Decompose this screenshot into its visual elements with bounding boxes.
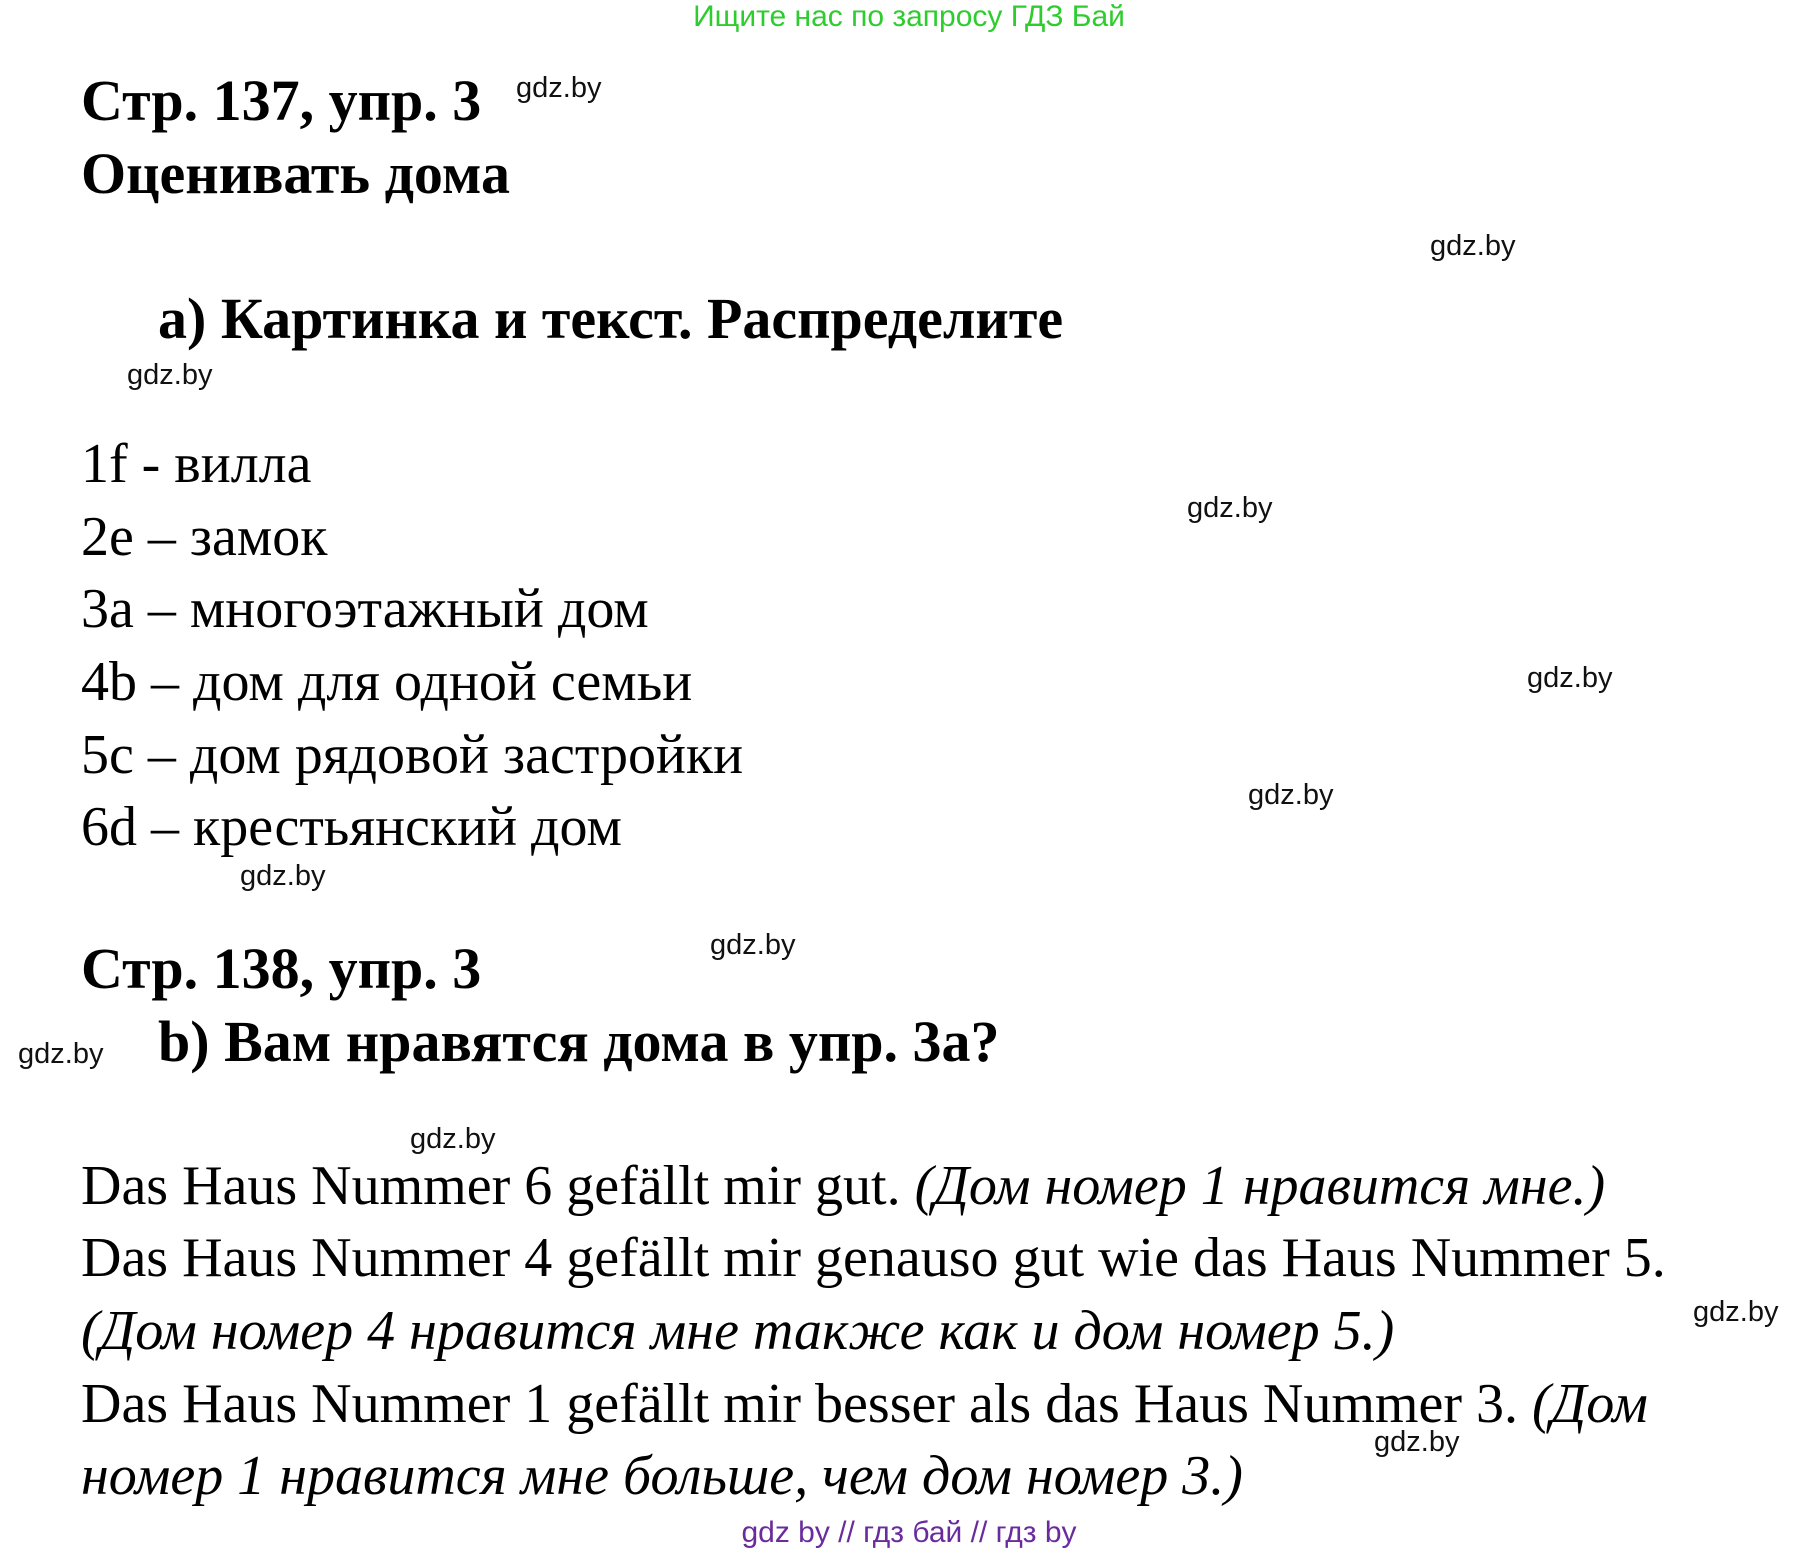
list-item: 3a – многоэтажный дом: [81, 578, 649, 640]
watermark: gdz.by: [516, 72, 602, 104]
watermark: gdz.by: [127, 359, 213, 391]
watermark: gdz.by: [710, 929, 796, 961]
answer-line: [81, 1227, 1666, 1289]
answer-translation: (Дом: [1532, 1373, 1648, 1435]
watermark: gdz.by: [1248, 779, 1334, 811]
page-heading-137: Стр. 137, упр. 3: [81, 68, 482, 133]
watermark: gdz.by: [1693, 1296, 1779, 1328]
watermark: gdz.by: [1187, 492, 1273, 524]
answer-line: [81, 1445, 1243, 1507]
search-banner: Ищите нас по запросу ГДЗ Бай: [693, 0, 1125, 33]
task-a-heading: a) Картинка и текст. Распределите: [158, 286, 1064, 351]
answer-german: Das Haus Nummer 4 gefällt mir genauso gut wie das Haus Nummer 5.: [81, 1227, 1666, 1289]
answer-translation: (Дом номер 4 нравится мне также как и дом номер 5.): [81, 1300, 1395, 1362]
answer-line: [81, 1373, 1648, 1435]
answer-translation: номер 1 нравится мне больше, чем дом номер 3.): [81, 1445, 1243, 1507]
watermark: gdz.by: [1430, 230, 1516, 262]
watermark: gdz.by: [1527, 662, 1613, 694]
answer-line: [81, 1300, 1395, 1362]
watermark: gdz.by: [18, 1038, 104, 1070]
list-item: 6d – крестьянский дом: [81, 796, 622, 858]
answer-line: [81, 1155, 1606, 1217]
answer-translation: (Дом номер 1 нравится мне.): [914, 1155, 1606, 1217]
list-item: 1f - вилла: [81, 433, 312, 495]
exercise-title: Оценивать дома: [81, 141, 510, 206]
watermark: gdz.by: [240, 860, 326, 892]
watermark: gdz.by: [1374, 1426, 1460, 1458]
watermark: gdz.by: [410, 1123, 496, 1155]
list-item: 5c – дом рядовой застройки: [81, 724, 744, 786]
list-item: 4b – дом для одной семьи: [81, 651, 693, 713]
answer-german: Das Haus Nummer 1 gefällt mir besser als das Haus Nummer 3.: [81, 1373, 1532, 1435]
page-heading-138: Стр. 138, упр. 3: [81, 936, 482, 1001]
answer-german: Das Haus Nummer 6 gefällt mir gut.: [81, 1155, 915, 1217]
list-item: 2e – замок: [81, 506, 328, 568]
task-b-heading: b) Вам нравятся дома в упр. 3а?: [158, 1009, 1000, 1074]
footer-links: gdz by // гдз бай // гдз by: [741, 1516, 1077, 1549]
